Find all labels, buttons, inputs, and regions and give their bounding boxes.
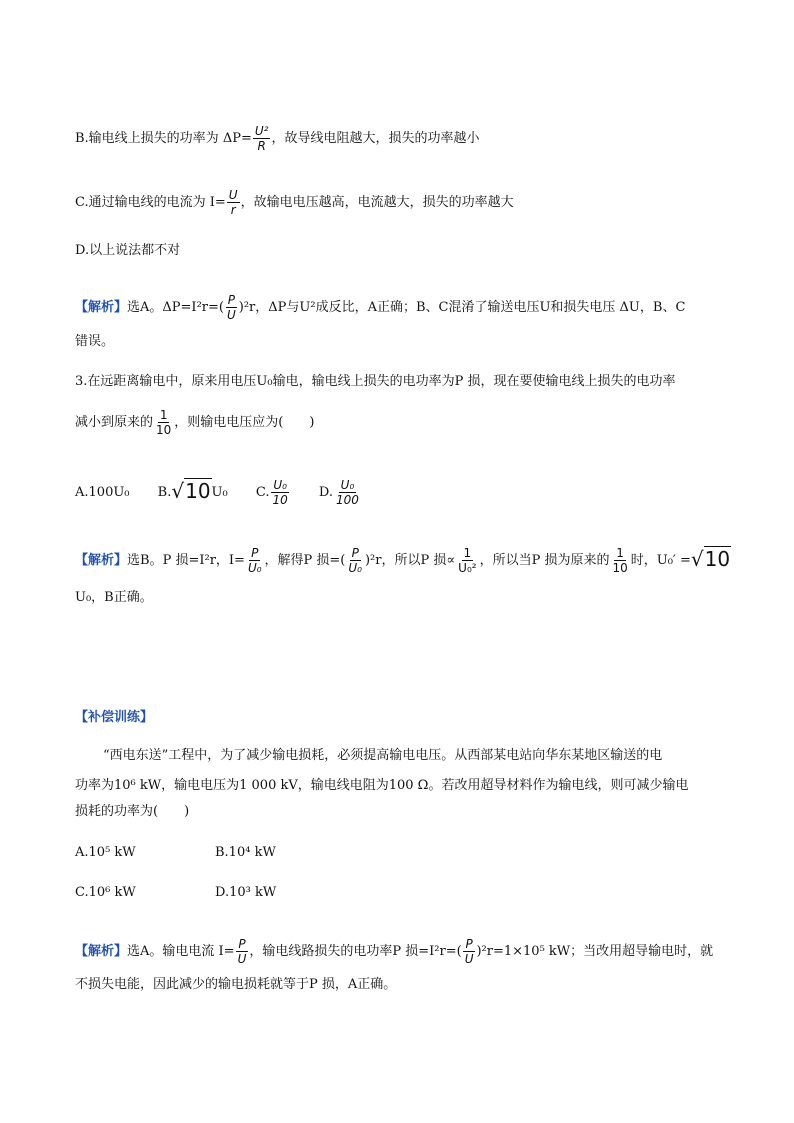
fraction-numerator: P [351,546,359,560]
analysis-text: )²r=1×10⁵ kW；当改用超导输电时，就 [476,944,714,959]
choice-label: C. [255,485,270,500]
question-3-line-1: 3.在远距离输电中，原来用电压U₀输电，输电线上损失的电功率为P 损，现在要使输电线上损失的电功率 [75,374,676,389]
analysis-text: 选B。P 损=I²r，I= [127,553,245,568]
fraction-numerator: P [251,546,259,560]
fraction-denominator: r [230,203,236,217]
fraction [456,546,478,575]
fraction-denominator: U₀ [348,561,362,575]
radicand: 10 [185,479,211,503]
supplement-tag [75,708,153,728]
fraction [346,546,364,575]
sqrt-symbol: √10 [171,479,211,503]
analysis-tag: 【解析】 [75,300,128,315]
fraction [334,478,361,507]
fraction-denominator: 10 [612,561,628,575]
choice-suffix: U₀ [211,485,228,500]
fraction-denominator: U [237,952,247,966]
fraction-numerator: 1 [616,546,624,560]
analysis-text: ，输电线路损失的电功率P 损=I²r=( [249,944,462,959]
choice-a: A.100U₀ [75,485,130,500]
analysis-text: )²r，ΔP与U²成反比，A正确；B、C混淆了输送电压U和损失电压 ΔU，B、C [238,300,686,315]
fraction-numerator: U₀ [340,478,355,492]
fraction-denominator: U [226,308,236,322]
supplement-line-3: 损耗的功率为( ) [75,804,190,819]
fraction [610,546,629,575]
analysis-tag: 【解析】 [75,553,128,568]
fraction [253,124,271,153]
fraction-denominator: R [257,139,266,153]
fraction-numerator: 1 [463,546,472,560]
fraction-denominator: U [464,952,474,966]
supplement-choice-b: B.10⁴ kW [215,845,276,860]
fraction [225,293,238,322]
question-3-options [75,478,362,507]
fraction-denominator: 10 [272,493,288,507]
option-b [75,124,479,153]
fraction-numerator: P [227,293,235,307]
option-c-prefix: C.通过输电线的电流为 I= [75,195,226,210]
supplement-line-1: “西电东送”工程中，为了减少输电损耗，必须提高输电电压。从西部某电站向华东某地区输送的电 [103,748,663,763]
fraction-numerator: P [465,937,473,951]
fraction-numerator: U [228,188,238,202]
analysis-2-line-1 [75,546,731,575]
fraction [154,408,173,437]
option-c-suffix: ，故输电电压越高，电流越大，损失的功率越大 [240,195,514,210]
analysis-2-line-2: U₀，B正确。 [75,590,153,605]
choice-label: B. [157,485,172,500]
fraction-numerator: U² [254,124,269,138]
fraction [246,546,264,575]
analysis-3-line-1 [75,937,713,966]
analysis-text: 选A。ΔP=I²r=( [127,300,224,315]
supplement-line-2: 功率为10⁶ kW，输电电压为1 000 kV，输电线电阻为100 Ω。若改用超导材料作为输电线，则可减少输电 [75,778,689,793]
analysis-1-line-2: 错误。 [75,334,115,349]
analysis-text: 时，U₀′ = [630,553,691,568]
analysis-1-line-1 [75,293,685,322]
radicand: 10 [704,547,731,571]
fraction-denominator: 10 [156,423,172,437]
fraction-denominator: U₀ [247,561,262,575]
fraction [236,937,249,966]
fraction-denominator: 100 [336,493,359,507]
analysis-text: )²r，所以P 损∝ [364,553,456,568]
option-c [75,188,514,217]
fraction-numerator: 1 [159,408,168,422]
option-b-prefix: B.输电线上损失的功率为 ΔP= [75,131,252,146]
fraction [227,188,240,217]
fraction-numerator: P [238,937,246,951]
option-b-suffix: ，故导线电阻越大，损失的功率越小 [271,131,480,146]
fraction-denominator: U₀² [458,561,477,575]
choice-label: D. [318,485,333,500]
fraction [463,937,476,966]
choice-b [158,481,228,503]
supplement-choice-d: D.10³ kW [215,885,277,900]
analysis-tag: 【解析】 [75,944,128,959]
choice-c [256,478,291,507]
supplement-choice-a: A.10⁵ kW [75,845,136,860]
question-3-line-2 [75,408,314,437]
question-text: 减小到原来的 [75,415,154,430]
option-d: D.以上说法都不对 [75,243,181,258]
supplement-choice-c: C.10⁶ kW [75,885,136,900]
analysis-text: ，所以当P 损为原来的 [479,553,610,568]
analysis-3-line-2: 不损失电能，因此减少的输电损耗就等于P 损，A正确。 [75,977,397,992]
analysis-text: 选A。输电电流 I= [127,944,235,959]
fraction [270,478,289,507]
sqrt-symbol: √10 [690,547,731,571]
choice-d [319,478,362,507]
question-text: ，则输电电压应为( ) [174,415,315,430]
analysis-text: ，解得P 损=( [264,553,346,568]
fraction-numerator: U₀ [273,478,287,492]
supplement-tag-label: 【补偿训练】 [75,710,154,725]
